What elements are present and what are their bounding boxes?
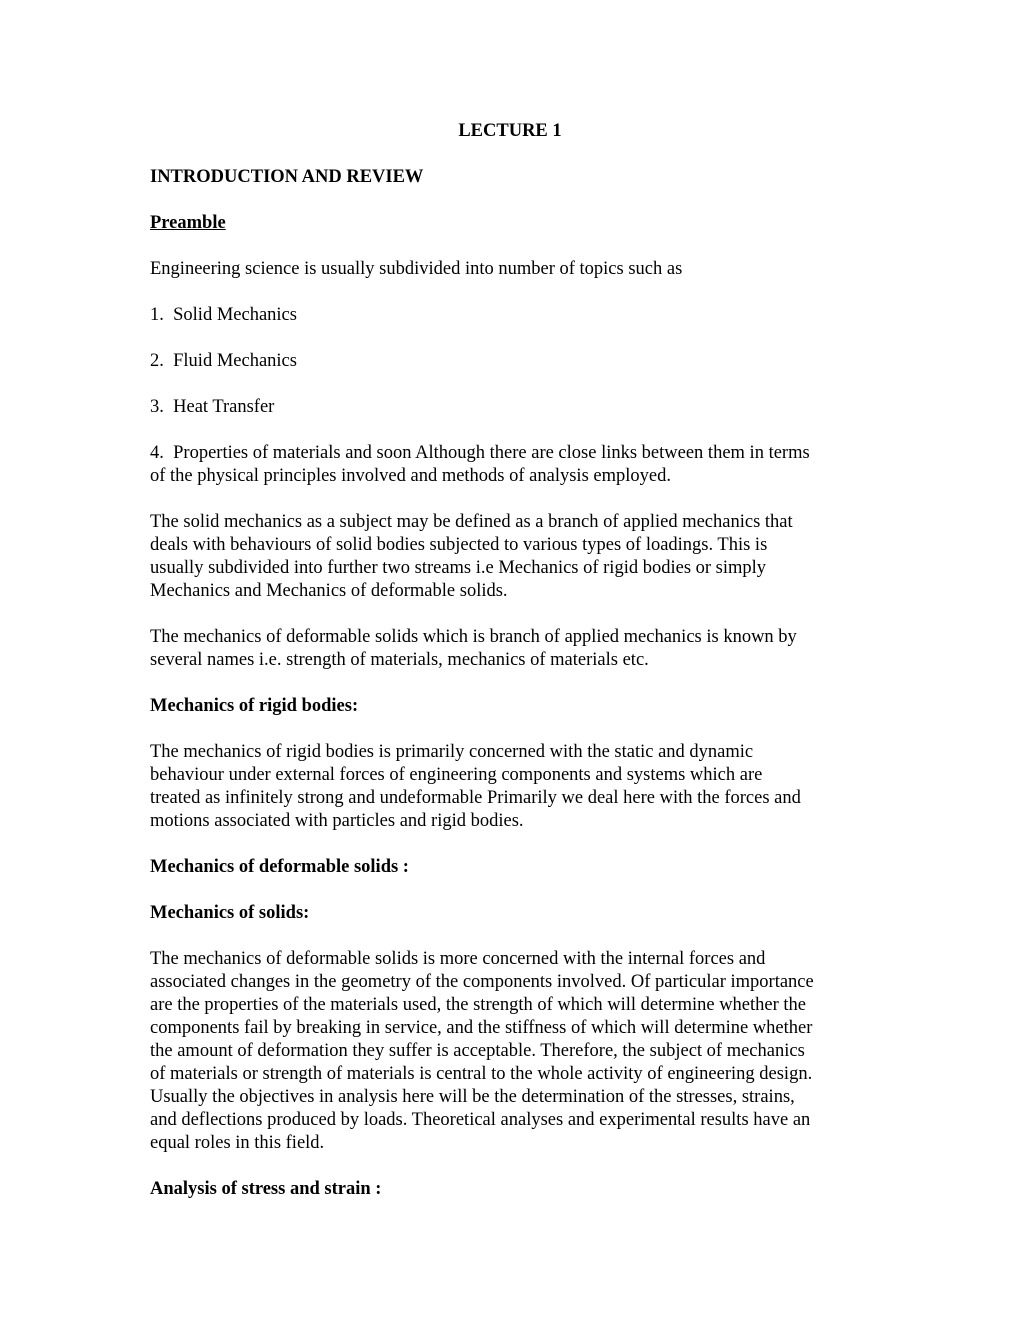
text-line: and deflections produced by loads. Theoretical analyses and experimental results have an xyxy=(150,1110,811,1130)
text-line: are the properties of the materials used, the strength of which will determine whether the xyxy=(150,995,807,1015)
text-line: of the physical principles involved and methods of analysis employed. xyxy=(150,466,671,486)
text-line: 4. Properties of materials and soon Although there are close links between them in terms xyxy=(150,443,810,463)
heading-mechanics-of-solids: Mechanics of solids: xyxy=(150,903,310,923)
heading-rigid-bodies: Mechanics of rigid bodies: xyxy=(150,696,359,716)
heading-deformable-solids: Mechanics of deformable solids : xyxy=(150,857,409,877)
text-line: Mechanics and Mechanics of deformable solids. xyxy=(150,581,508,601)
text-line: The mechanics of rigid bodies is primarily concerned with the static and dynamic xyxy=(150,742,754,762)
lecture-title: LECTURE 1 xyxy=(458,121,562,141)
text-line: equal roles in this field. xyxy=(150,1133,325,1153)
preamble-heading: Preamble xyxy=(150,213,226,233)
text-line: The solid mechanics as a subject may be defined as a branch of applied mechanics that xyxy=(150,512,793,532)
text-line: deals with behaviours of solid bodies subjected to various types of loadings. This is xyxy=(150,535,768,555)
text-line: the amount of deformation they suffer is acceptable. Therefore, the subject of mechanics xyxy=(150,1041,805,1061)
paragraph-deformable xyxy=(150,626,880,672)
text-line: usually subdivided into further two streams i.e Mechanics of rigid bodies or simply xyxy=(150,558,767,578)
text-line: treated as infinitely strong and undeformable Primarily we deal here with the forces and xyxy=(150,788,801,808)
text-line: Usually the objectives in analysis here will be the determination of the stresses, strains, xyxy=(150,1087,795,1107)
text-line: motions associated with particles and rigid bodies. xyxy=(150,811,524,831)
intro-paragraph: Engineering science is usually subdivided into number of topics such as xyxy=(150,259,683,279)
text-line: behaviour under external forces of engineering components and systems which are xyxy=(150,765,763,785)
text-line: several names i.e. strength of materials, mechanics of materials etc. xyxy=(150,650,649,670)
paragraph-mechanics-of-solids xyxy=(150,948,880,1155)
text-line: The mechanics of deformable solids which is branch of applied mechanics is known by xyxy=(150,627,797,647)
paragraph-solid-mechanics xyxy=(150,511,880,603)
text-line: components fail by breaking in service, and the stiffness of which will determine whether xyxy=(150,1018,813,1038)
document-page xyxy=(150,120,880,1224)
text-line: of materials or strength of materials is central to the whole activity of engineering design. xyxy=(150,1064,813,1084)
list-item: 1. Solid Mechanics xyxy=(150,305,297,325)
list-item-4 xyxy=(150,442,880,488)
heading-stress-strain: Analysis of stress and strain : xyxy=(150,1179,382,1199)
list-item: 2. Fluid Mechanics xyxy=(150,351,297,371)
text-line: The mechanics of deformable solids is more concerned with the internal forces and xyxy=(150,949,766,969)
section-title: INTRODUCTION AND REVIEW xyxy=(150,167,424,187)
text-line: associated changes in the geometry of the components involved. Of particular importance xyxy=(150,972,814,992)
paragraph-rigid-bodies xyxy=(150,741,880,833)
list-item: 3. Heat Transfer xyxy=(150,397,275,417)
